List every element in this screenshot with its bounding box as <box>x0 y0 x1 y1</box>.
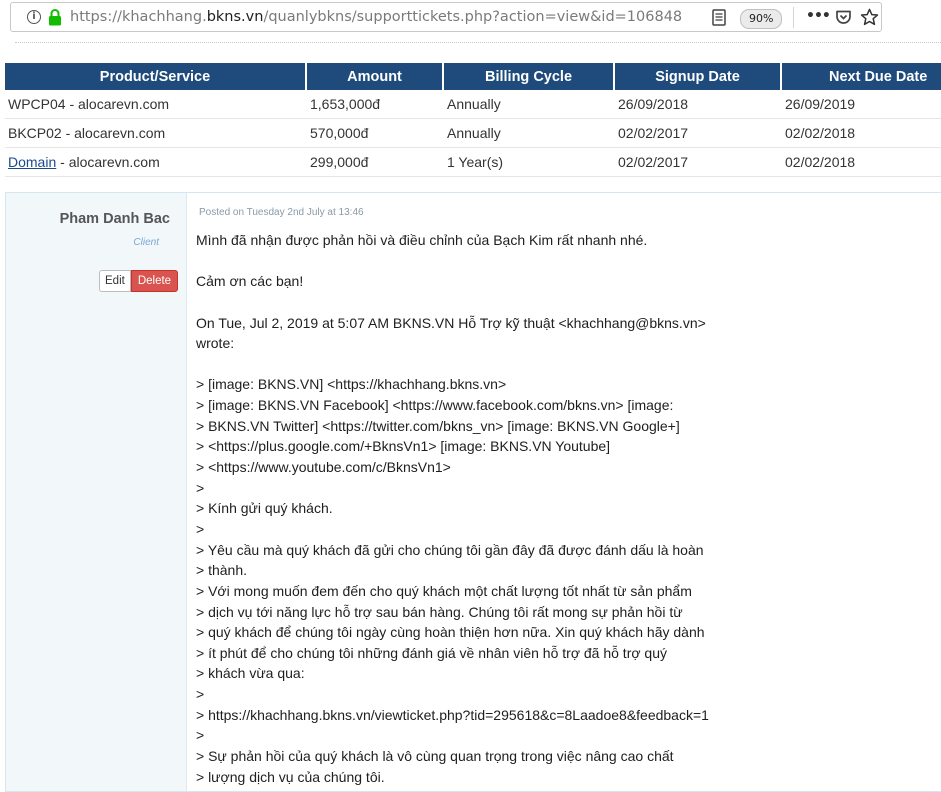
product-cell <box>5 148 307 177</box>
message-line: > quý khách để chúng tôi ngày cùng hoàn thiện hơn nữa. Xin quý khách hãy dành <box>196 624 705 641</box>
page-divider <box>15 42 941 43</box>
message-line: > https://khachhang.bkns.vn/viewticket.php?tid=295618&c=8Laadoe8&feedback=1 <box>196 706 709 723</box>
message-line: > [image: BKNS.VN] <https://khachhang.bkns.vn> <box>196 376 507 393</box>
ticket-reply <box>5 192 941 792</box>
message-line: > <https://plus.google.com/+BknsVn1> [image: BKNS.VN Youtube] <box>196 438 611 455</box>
message-line: Cảm ơn các bạn! <box>196 273 304 290</box>
url-prefix: https://khachhang. <box>70 9 207 25</box>
amount-cell: 570,000đ <box>307 119 444 148</box>
info-icon[interactable]: i <box>27 10 41 24</box>
toolbar-separator <box>793 7 794 28</box>
zoom-level-button[interactable]: 90% <box>740 9 782 29</box>
url-path: /quanlybkns/supporttickets.php?action=view&id=106848 <box>263 9 683 25</box>
reply-author-panel <box>6 193 187 791</box>
message-line: > khách vừa qua: <box>196 665 305 682</box>
amount-cell: 299,000đ <box>307 148 444 177</box>
product-name: WPCP04 - alocarevn.com <box>8 96 170 112</box>
product-cell <box>5 119 307 148</box>
page-actions-menu-icon[interactable]: ••• <box>806 8 830 24</box>
billing-cycle-cell: Annually <box>444 119 615 148</box>
billing-cycle-cell: Annually <box>444 90 615 119</box>
column-header-amount[interactable]: Amount <box>307 63 444 90</box>
message-line: > Kính gửi quý khách. <box>196 500 333 517</box>
message-line: > <box>196 479 205 496</box>
next-due-date-cell: 02/02/2018 <box>782 119 941 148</box>
message-line: > BKNS.VN Twitter] <https://twitter.com/bkns_vn> [image: BKNS.VN Google+] <box>196 417 680 434</box>
message-line: wrote: <box>196 335 235 352</box>
product-name: BKCP02 - alocarevn.com <box>8 125 166 141</box>
message-line: > Với mong muốn đem đến cho quý khách một chất lượng tốt nhất từ sản phẩm <box>196 582 692 599</box>
reply-actions <box>99 270 178 292</box>
pocket-icon[interactable] <box>835 9 852 26</box>
message-line: > [image: BKNS.VN Facebook] <https://www.facebook.com/bkns.vn> [image: <box>196 397 674 414</box>
message-line <box>196 292 709 313</box>
product-cell <box>5 90 307 119</box>
signup-date-cell: 02/02/2017 <box>615 119 782 148</box>
url-host: bkns.vn <box>206 9 264 25</box>
message-line <box>196 354 709 375</box>
column-header-billing-cycle[interactable]: Billing Cycle <box>444 63 615 90</box>
posted-timestamp: Posted on Tuesday 2nd July at 13:46 <box>199 207 364 218</box>
edit-button[interactable]: Edit <box>99 270 131 292</box>
message-line: > <box>196 727 205 744</box>
amount-cell: 1,653,000đ <box>307 90 444 119</box>
address-bar[interactable] <box>10 2 882 32</box>
table-header-row <box>5 63 941 90</box>
column-header-signup-date[interactable]: Signup Date <box>615 63 782 90</box>
products-table <box>5 63 941 177</box>
table-row <box>5 119 941 148</box>
message-line: > thành. <box>196 562 247 579</box>
message-line: > Yêu cầu mà quý khách đã gửi cho chúng tôi gần đây đã được đánh dấu là hoàn <box>196 541 704 558</box>
reply-author-name: Pham Danh Bac <box>59 211 170 227</box>
message-line: > ít phút để cho chúng tôi những đánh giá về nhân viên hỗ trợ đã hỗ trợ quý <box>196 644 668 661</box>
message-line: > Sự phản hồi của quý khách là vô cùng quan trọng trong việc nâng cao chất <box>196 748 674 765</box>
message-line: On Tue, Jul 2, 2019 at 5:07 AM BKNS.VN Hỗ Trợ kỹ thuật <khachhang@bkns.vn> <box>196 314 706 331</box>
column-header-product[interactable]: Product/Service <box>5 63 307 90</box>
table-row <box>5 148 941 177</box>
message-line: > <box>196 520 205 537</box>
message-line: > lượng dịch vụ của chúng tôi. <box>196 768 385 785</box>
column-header-next-due-date[interactable]: Next Due Date <box>782 63 941 90</box>
next-due-date-cell: 26/09/2019 <box>782 90 941 119</box>
reply-author-role: Client <box>133 237 159 248</box>
signup-date-cell: 26/09/2018 <box>615 90 782 119</box>
message-line: > <box>196 686 205 703</box>
delete-button[interactable]: Delete <box>131 270 178 292</box>
table-row <box>5 90 941 119</box>
next-due-date-cell: 02/02/2018 <box>782 148 941 177</box>
product-name: - alocarevn.com <box>56 154 160 170</box>
billing-cycle-cell: 1 Year(s) <box>444 148 615 177</box>
lock-icon[interactable] <box>48 9 62 26</box>
reply-message <box>196 230 709 787</box>
message-line <box>196 251 709 272</box>
message-line: Mình đã nhận được phản hồi và điều chỉnh của Bạch Kim rất nhanh nhé. <box>196 232 648 248</box>
domain-link[interactable]: Domain <box>8 154 57 170</box>
message-line: > <https://www.youtube.com/c/BknsVn1> <box>196 459 451 476</box>
signup-date-cell: 02/02/2017 <box>615 148 782 177</box>
reader-view-icon[interactable] <box>712 9 726 26</box>
message-line: > dịch vụ tới năng lực hỗ trợ sau bán hàng. Chúng tôi rất mong sự phản hồi từ <box>196 603 683 620</box>
url-text[interactable] <box>70 9 682 25</box>
bookmark-star-icon[interactable] <box>860 8 879 27</box>
